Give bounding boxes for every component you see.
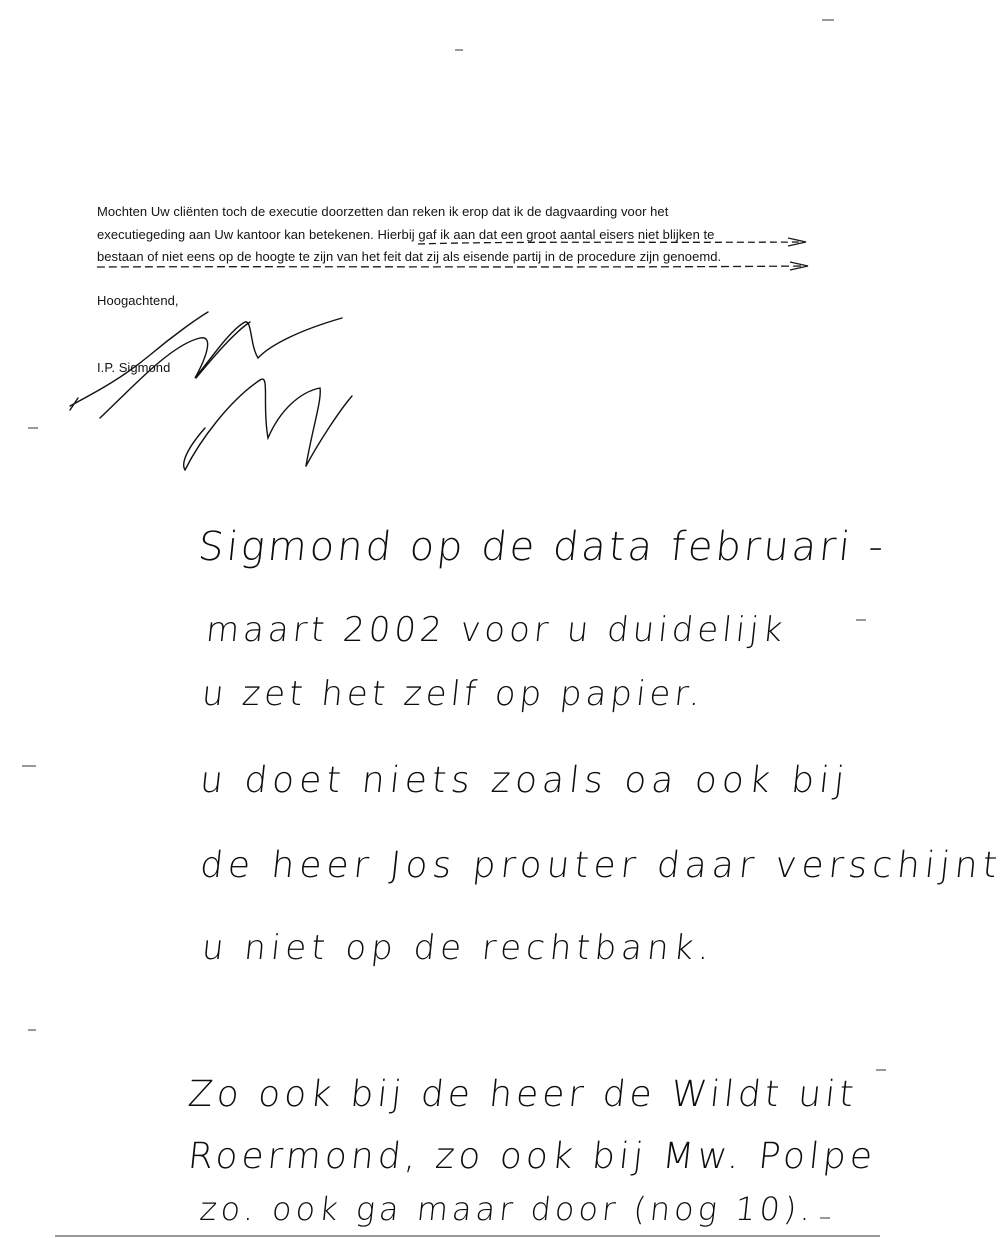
letter-paragraph-line-1: Mochten Uw cliënten toch de executie doorzetten dan reken ik erop dat ik de dagvaarding voor het [97, 204, 669, 219]
handwritten-line-7: Zo ook bij de heer de Wildt uit [186, 1074, 860, 1115]
letter-signer-name: I.P. Sigmond [97, 360, 171, 375]
handwritten-line-3: u zet het zelf op papier. [200, 674, 707, 714]
handwritten-line-1: Sigmond op de data februari - [196, 524, 889, 570]
signature-scrawl [70, 312, 352, 470]
letter-paragraph-line-2: executiegeding aan Uw kantoor kan betekenen. Hierbij gaf ik aan dat een groot aantal eisers niet blijken te [97, 227, 715, 242]
underline-arrow-1 [788, 238, 806, 246]
handwritten-line-9: zo. ook ga maar door (nog 10). [198, 1190, 817, 1228]
letter-paragraph-line-3: bestaan of niet eens op de hoogte te zijn van het feit dat zij als eisende partij in de procedure zijn genoemd. [97, 249, 722, 264]
handwritten-line-5: de heer Jos prouter daar verschijnt [198, 845, 1004, 886]
handwritten-line-4: u doet niets zoals oa ook bij [198, 760, 852, 801]
underline-arrow-2 [790, 262, 808, 270]
letter-closing: Hoogachtend, [97, 293, 179, 308]
handwritten-line-6: u niet op de rechtbank. [200, 928, 717, 968]
handwritten-line-2: maart 2002 voor u duidelijk [204, 610, 789, 650]
handwritten-line-8: Roermond, zo ook bij Mw. Polpe [186, 1136, 879, 1177]
